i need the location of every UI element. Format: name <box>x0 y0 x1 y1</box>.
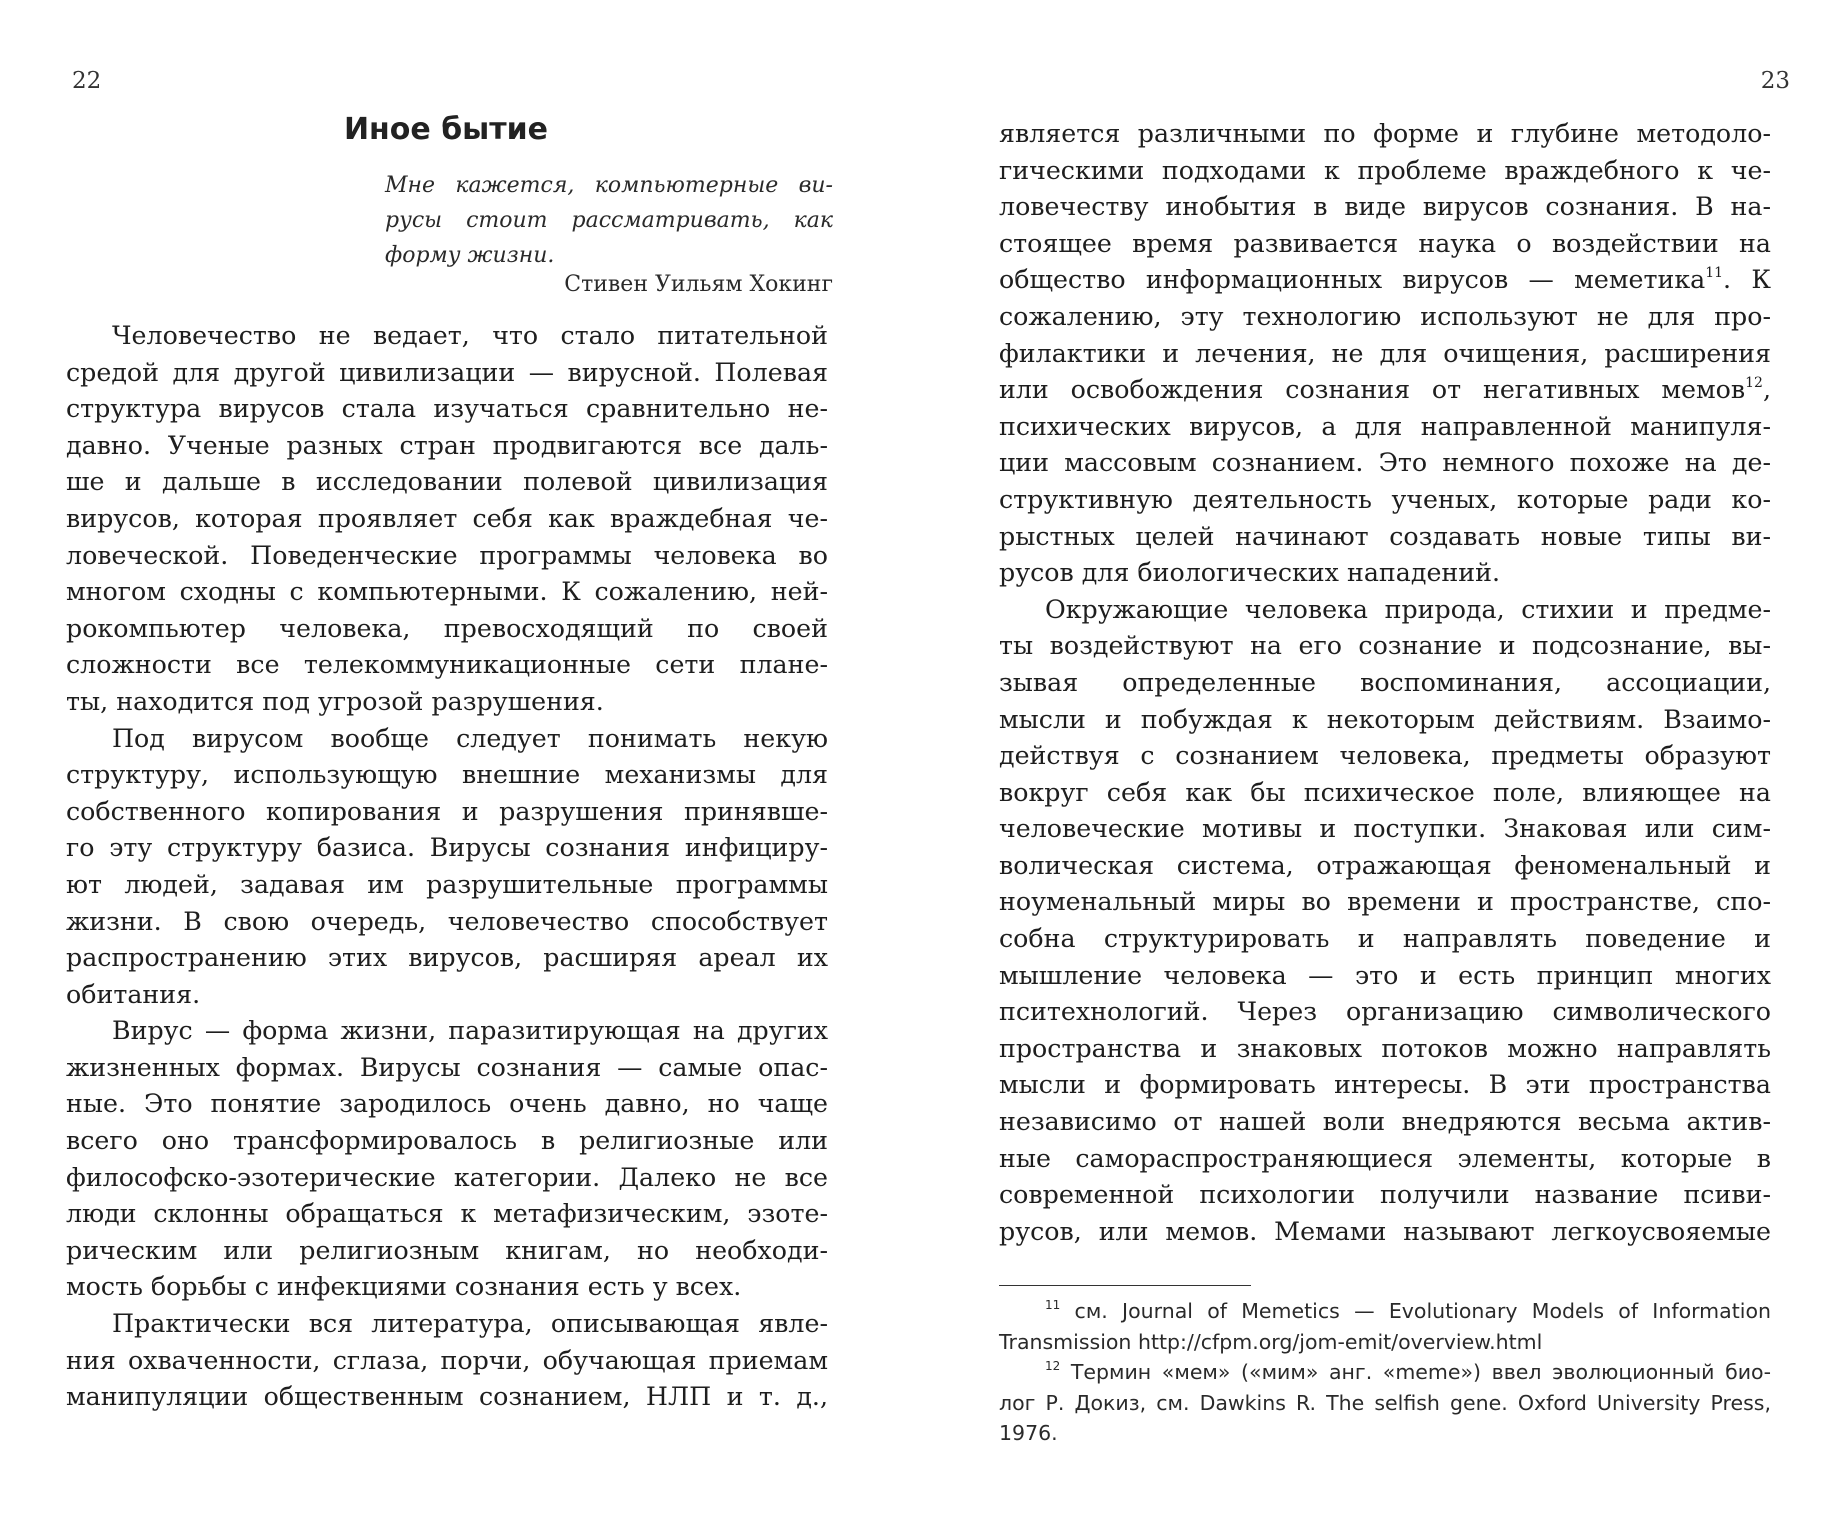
footnote-line: 1976. <box>999 1421 1058 1445</box>
line-text: обществo информационных вирусов — меметика <box>999 265 1706 295</box>
footnote-ref: 12 <box>1745 375 1763 392</box>
text-line: обитания. <box>66 979 201 1009</box>
text-line: философско-эзотерические категории. Далеко не все <box>66 1162 828 1192</box>
text-line: современной психологии получили название псиви- <box>999 1180 1771 1210</box>
footnote-line <box>999 1357 1771 1388</box>
text-line: ловечеству инобытия в виде вирусов сознания. В на- <box>999 192 1771 222</box>
text-line: ноуменальный миры во времени и пространстве, спо- <box>999 887 1771 917</box>
footnote-line <box>999 1296 1771 1327</box>
body-text <box>999 116 1771 1250</box>
text-line: ше и дальше в исследовании полевой цивилизация <box>66 467 828 497</box>
text-line: люди склонны обращаться к метафизическим, эзоте- <box>66 1199 828 1229</box>
text-line: сложности все телекоммуникационные сети плане- <box>66 650 828 680</box>
text-line: является различными по форме и глубине методоло- <box>999 119 1771 148</box>
text-line: зывая определенные воспоминания, ассоциации, <box>999 667 1771 697</box>
text-line: психических вирусов, а для направленной манипуля- <box>999 411 1771 441</box>
text-line: сожалению, эту технологию используют не для про- <box>999 301 1771 331</box>
text-line: Человечество не ведает, что стало питательной <box>112 321 828 350</box>
text-line: волическая система, отражающая феноменальный и <box>999 850 1771 880</box>
footnote-text: см. Journal of Memetics — Evolutionary Models of Information <box>1074 1299 1771 1323</box>
text-line: независимо от нашей воли внедряются весьма актив- <box>999 1107 1771 1137</box>
text-line: ные. Это понятие зародилось очень давно, но чаще <box>66 1089 828 1119</box>
text-line: мость борьбы с инфекциями сознания есть у всех. <box>66 1272 742 1302</box>
text-line: Окружающие человека природа, стихии и предме- <box>1045 594 1771 624</box>
footnote-number: 11 <box>1045 1298 1061 1312</box>
epigraph <box>385 168 833 273</box>
footnote-line: лог Р. Докиз, см. Dawkins R. The selfish gene. Oxford University Press, <box>999 1390 1771 1415</box>
line-text: или освобождения сознания от негативных мемов <box>999 375 1746 405</box>
text-line: мысли и побуждая к некоторым действиям. Взаимо- <box>999 704 1771 734</box>
text-line: распространению этих вирусов, расширяя ареал их <box>66 943 828 973</box>
text-line: рическим или религиозным книгам, но необходи- <box>66 1235 828 1265</box>
text-line: го эту структуру базиса. Вирусы сознания инфициру- <box>66 833 828 863</box>
text-line: ют людей, задавая им разрушительные программы <box>66 869 828 899</box>
text-line: Под вирусом вообще следует понимать некую <box>112 723 828 753</box>
footnote-line: Transmission http://cfpm.org/jom-emit/overview.html <box>999 1329 1543 1354</box>
text-line: ты воздействуют на его сознание и подсознание, вы- <box>999 631 1771 661</box>
right-page <box>919 0 1839 1525</box>
epigraph-line: форму жизни. <box>385 243 555 268</box>
footnotes <box>999 1296 1771 1449</box>
text-line: всего оно трансформировалось в религиозные или <box>66 1126 828 1156</box>
text-line: Вирус — форма жизни, паразитирующая на других <box>112 1016 828 1046</box>
text-line: манипуляции общественным сознанием, НЛП и т. д., <box>66 1382 828 1412</box>
text-line: собна структурировать и направлять поведение и <box>999 924 1771 954</box>
epigraph-line: русы стоит рассматривать, как <box>385 208 833 233</box>
page-number: 23 <box>1760 68 1790 94</box>
text-line: вирусов, которая проявляет себя как враждебная че- <box>66 503 828 533</box>
text-line: мысли и формировать интересы. В эти пространства <box>999 1070 1771 1100</box>
body-text <box>66 318 828 1416</box>
text-line: ты, находится под угрозой разрушения. <box>66 686 604 716</box>
text-line: русов для биологических нападений. <box>999 558 1501 588</box>
text-line <box>999 262 1771 299</box>
text-line: вокруг себя как бы психическое поле, влияющее на <box>999 777 1771 807</box>
page-number: 22 <box>72 68 102 94</box>
text-line: рыстных целей начинают создавать новые типы ви- <box>999 521 1771 551</box>
text-line: русов, или мемов. Мемами называют легкоусвояемые <box>999 1216 1771 1246</box>
text-line: средой для другой цивилизации — вирусной. Полевая <box>66 357 828 387</box>
text-line: жизни. В свою очередь, человечество способствует <box>66 906 828 936</box>
text-line: многом сходны с компьютерными. К сожалению, ней- <box>66 577 828 607</box>
text-line: структивную деятельность ученых, которые ради ко- <box>999 484 1771 514</box>
text-line: давно. Ученые разных стран продвигаются все даль- <box>66 430 828 460</box>
line-text: , <box>1762 375 1771 405</box>
text-line: пситехнологий. Через организацию символического <box>999 997 1771 1027</box>
text-line: действуя с сознанием человека, предметы образуют <box>999 741 1771 771</box>
text-line: ния охваченности, сглаза, порчи, обучающая приемам <box>66 1345 828 1375</box>
text-line: человеческие мотивы и поступки. Знаковая или сим- <box>999 814 1771 844</box>
text-line: мышление человека — это и есть принцип многих <box>999 960 1771 990</box>
text-line: гическими подходами к проблеме враждебного к че- <box>999 155 1771 185</box>
footnote-ref: 11 <box>1705 265 1724 282</box>
footnote-text: Термин «мем» («мим» анг. «meme») ввел эволюционный био- <box>1070 1360 1771 1384</box>
chapter-title: Иное бытие <box>343 112 549 147</box>
text-line: филактики и лечения, не для очищения, расширения <box>999 338 1771 368</box>
text-line: ции массовым сознанием. Это немного похоже на де- <box>999 448 1771 478</box>
text-line: стоящее время развивается наука о воздействии на <box>999 228 1771 258</box>
text-line: ные самораспространяющиеся элементы, которые в <box>999 1143 1771 1173</box>
footnote-number: 12 <box>1045 1359 1061 1373</box>
line-text: . К <box>1723 265 1771 295</box>
text-line <box>999 372 1771 409</box>
text-line: ловеческой. Поведенческие программы человека во <box>66 540 828 570</box>
text-line: структура вирусов стала изучаться сравнительно не- <box>66 394 828 424</box>
left-page <box>0 0 919 1525</box>
text-line: структуру, использующую внешние механизмы для <box>66 760 828 790</box>
epigraph-line: Мне кажется, компьютерные ви- <box>385 173 833 198</box>
epigraph-author: Стивен Уильям Хокинг <box>564 272 833 297</box>
footnote-divider <box>999 1285 1251 1286</box>
text-line: Практически вся литература, описывающая явле- <box>112 1309 828 1339</box>
text-line: собственного копирования и разрушения принявше- <box>66 796 828 826</box>
text-line: пространства и знаковых потоков можно направлять <box>999 1033 1771 1063</box>
text-line: жизненных формах. Вирусы сознания — самые опас- <box>66 1052 828 1082</box>
text-line: рокомпьютер человека, превосходящий по своей <box>66 613 828 643</box>
